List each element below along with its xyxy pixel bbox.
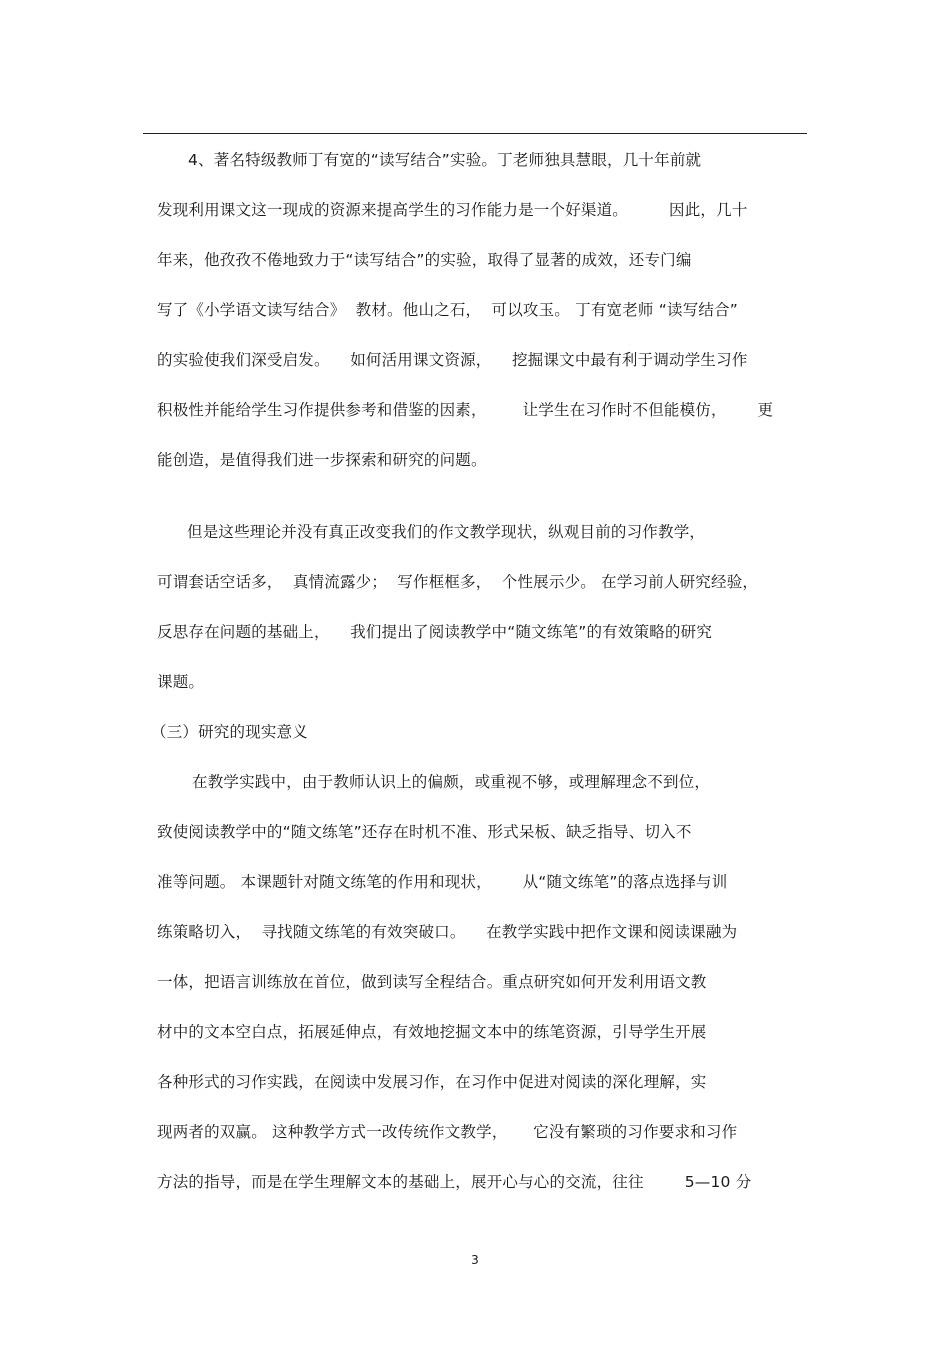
section-heading: （三）研究的现实意义 xyxy=(151,723,309,741)
paragraph-3-line-4: 练策略切入， 寻找随文练笔的有效突破口。 在教学实践中把作文课和阅读课融为 xyxy=(157,923,738,941)
paragraph-3-line-1: 在教学实践中，由于教师认识上的偏颇，或重视不够，或理解理念不到位， xyxy=(192,773,711,791)
paragraph-3-line-2: 致使阅读教学中的“随文练笔”还存在时机不准、形式呆板、缺乏指导、切入不 xyxy=(157,823,692,841)
paragraph-3-line-6: 材中的文本空白点，拓展延伸点，有效地挖掘文本中的练笔资源，引导学生开展 xyxy=(157,1023,707,1041)
paragraph-3-line-7: 各种形式的习作实践，在阅读中发展习作，在习作中促进对阅读的深化理解，实 xyxy=(157,1073,707,1091)
paragraph-2-line-2: 可谓套话空话多， 真情流露少； 写作框框多， 个性展示少。 在学习前人研究经验， xyxy=(157,573,759,591)
paragraph-3-line-8: 现两者的双赢。 这种教学方式一改传统作文教学， 它没有繁琐的习作要求和习作 xyxy=(157,1123,738,1141)
header-rule xyxy=(143,133,807,134)
paragraph-1-line-1: 4、著名特级教师丁有宽的“读写结合”实验。丁老师独具慧眼，几十年前就 xyxy=(188,151,702,169)
paragraph-3-line-3: 准等问题。 本课题针对随文练笔的作用和现状， 从“随文练笔”的落点选择与训 xyxy=(157,873,728,891)
paragraph-1-line-3: 年来，他孜孜不倦地致力于“读写结合”的实验，取得了显著的成效，还专门编 xyxy=(157,251,692,269)
paragraph-3-line-9: 方法的指导，而是在学生理解文本的基础上，展开心与心的交流，往往 5—10 分 xyxy=(157,1173,752,1191)
paragraph-1-line-4: 写了《小学语文读写结合》 教材。他山之石， 可以攻玉。 丁有宽老师 “读写结合” xyxy=(157,301,739,319)
page-number: 3 xyxy=(471,1253,479,1267)
paragraph-1-line-5: 的实验使我们深受启发。 如何活用课文资源， 挖掘课文中最有利于调动学生习作 xyxy=(157,351,748,369)
paragraph-1-line-7: 能创造，是值得我们进一步探索和研究的问题。 xyxy=(157,451,487,469)
paragraph-2-line-3: 反思存在问题的基础上， 我们提出了阅读教学中“随文练笔”的有效策略的研究 xyxy=(157,623,713,641)
paragraph-3-line-5: 一体，把语言训练放在首位，做到读写全程结合。重点研究如何开发利用语文教 xyxy=(157,973,707,991)
paragraph-1-line-6: 积极性并能给学生习作提供参考和借鉴的因素， 让学生在习作时不但能模仿， 更 xyxy=(157,401,774,419)
paragraph-2-line-4: 课题。 xyxy=(157,673,205,691)
paragraph-2-line-1: 但是这些理论并没有真正改变我们的作文教学现状，纵观目前的习作教学， xyxy=(187,523,706,541)
paragraph-1-line-2: 发现利用课文这一现成的资源来提高学生的习作能力是一个好渠道。 因此，几十 xyxy=(157,201,748,219)
